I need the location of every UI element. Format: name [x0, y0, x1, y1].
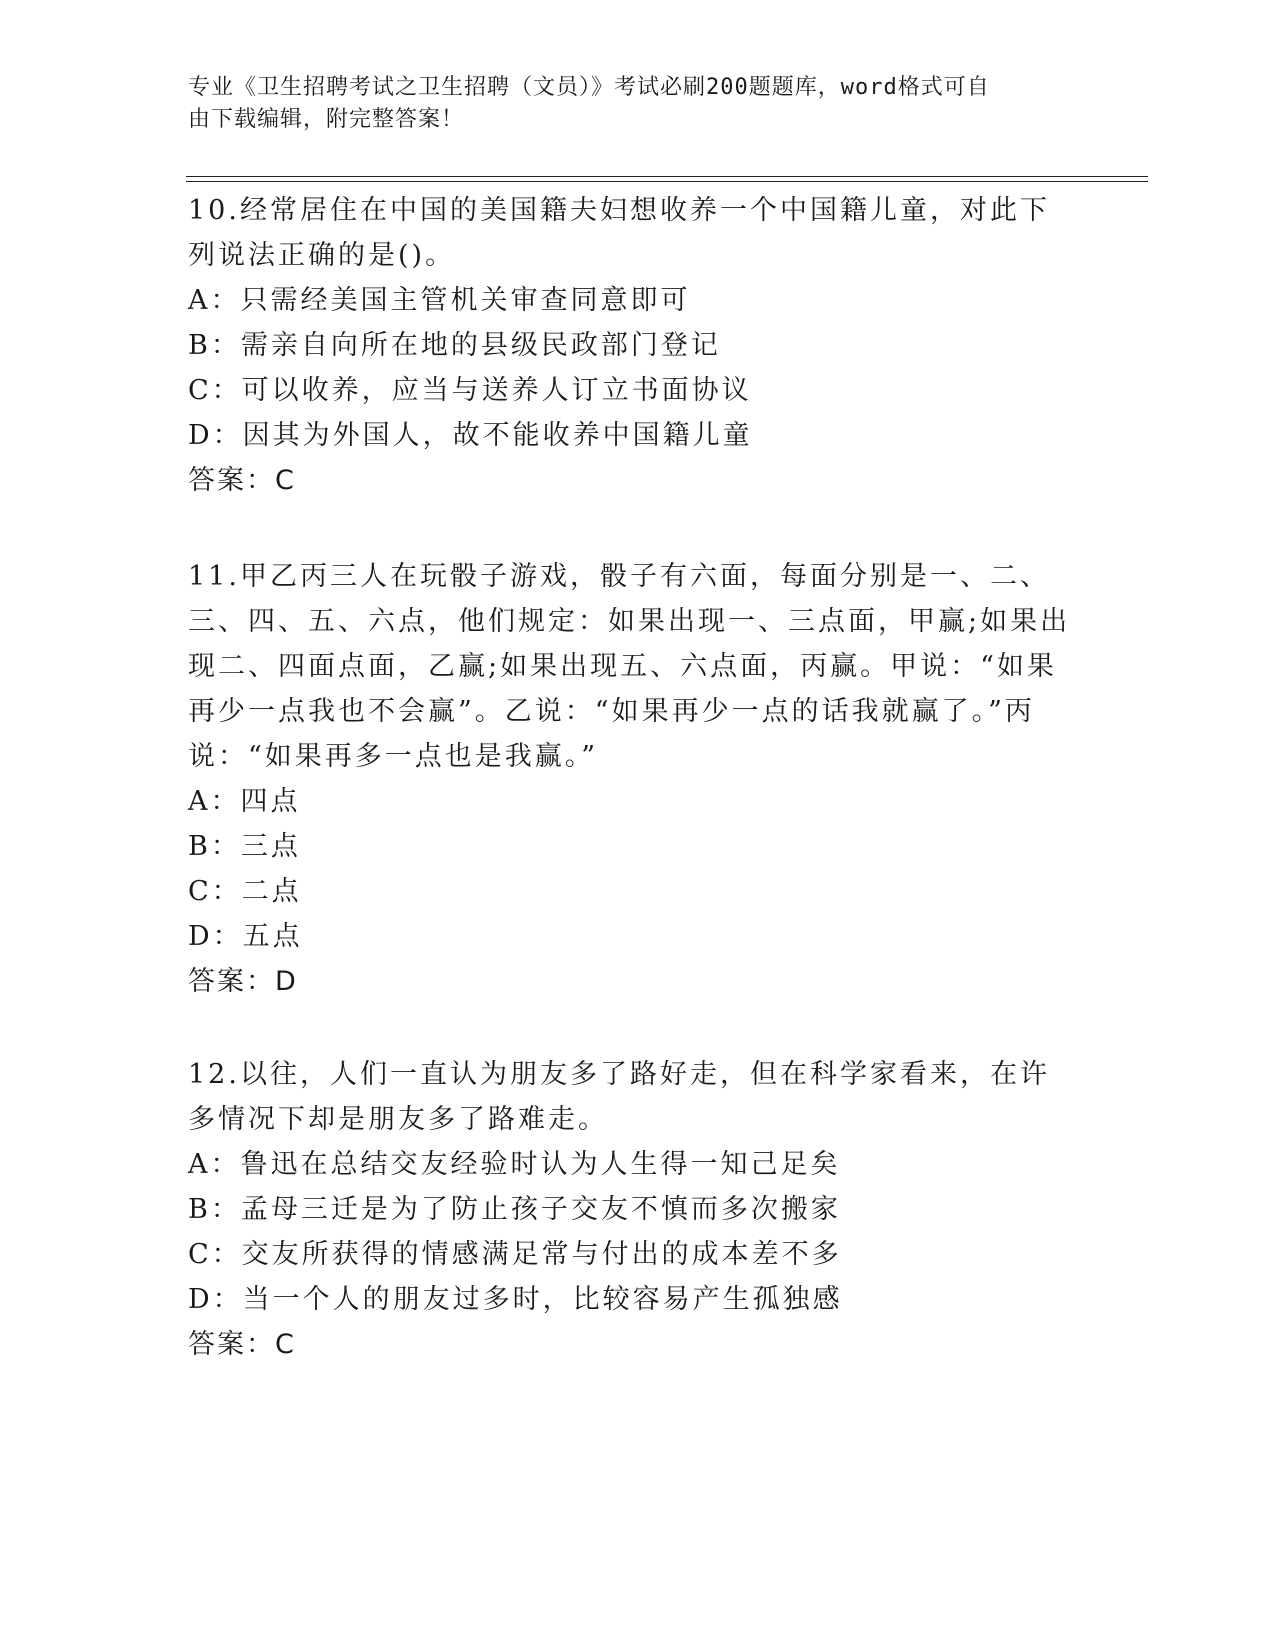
option-d: D：五点 [188, 921, 303, 952]
question-12 [188, 1052, 1078, 1367]
answer-line: 答案：D [188, 966, 298, 997]
header-line-1: 专业《卫生招聘考试之卫生招聘（文员）》考试必刷200题题库，word格式可自 [188, 75, 990, 100]
option-c: C：交友所获得的情感满足常与付出的成本差不多 [188, 1239, 842, 1270]
header-line-2: 由下载编辑，附完整答案！ [188, 107, 465, 132]
question-10 [188, 188, 1078, 503]
option-a: A：四点 [188, 786, 301, 817]
question-11 [188, 554, 1078, 1004]
document-header [188, 72, 1068, 136]
answer-line: 答案：C [188, 1329, 296, 1360]
answer-line: 答案：C [188, 465, 296, 496]
option-d: D：因其为外国人，故不能收养中国籍儿童 [188, 420, 753, 451]
option-b: B：三点 [188, 831, 301, 862]
option-b: B：孟母三迁是为了防止孩子交友不慎而多次搬家 [188, 1194, 841, 1225]
option-a: A：只需经美国主管机关审查同意即可 [188, 285, 691, 316]
option-c: C：二点 [188, 876, 302, 907]
option-b: B：需亲自向所在地的县级民政部门登记 [188, 330, 721, 361]
option-d: D：当一个人的朋友过多时，比较容易产生孤独感 [188, 1284, 843, 1315]
question-stem: 11.甲乙丙三人在玩骰子游戏，骰子有六面，每面分别是一、二、三、四、五、六点，他们规定：如果出现一、三点面，甲赢;如果出现二、四面点面，乙赢;如果出现五、六点面，丙赢。甲说：“如果再少一点我也不会赢”。乙说：“如果再少一点的话我就赢了。”丙说：“如果再多一点也是我赢。” [188, 561, 1071, 772]
option-c: C：可以收养，应当与送养人订立书面协议 [188, 375, 752, 406]
option-a: A：鲁迅在总结交友经验时认为人生得一知己足矣 [188, 1149, 841, 1180]
header-divider [186, 176, 1148, 182]
question-stem: 12.以往，人们一直认为朋友多了路好走，但在科学家看来，在许多情况下却是朋友多了路难走。 [188, 1059, 1050, 1135]
question-stem: 10.经常居住在中国的美国籍夫妇想收养一个中国籍儿童，对此下列说法正确的是()。 [188, 195, 1050, 271]
